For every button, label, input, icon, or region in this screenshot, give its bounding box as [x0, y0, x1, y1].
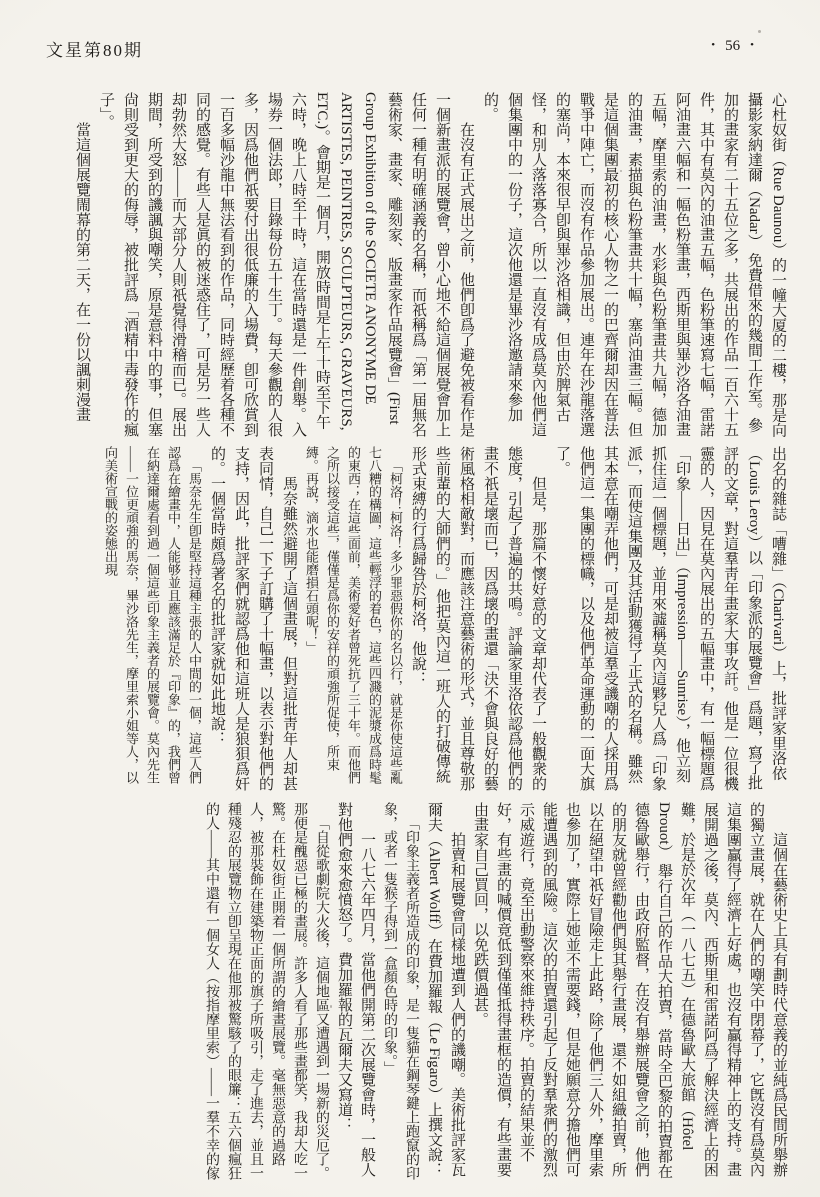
text-band-middle	[42, 446, 790, 796]
text-band-top	[42, 92, 790, 442]
body-paragraph: 心杜奴街（Rue Daunou）的一幢大厦的二樓，那是向攝影家納達爾（Nadar） 免費借來的幾間工作室。參加的畫家有二十五位之多，共展出的作品一百六十五件，其中有莫內的油畫五幅，色粉筆速寫七幅，雷諾阿油畫六幅和一幅色粉筆畫，西斯里與畢沙洛各油畫五幅，摩里索的油畫，水彩與色粉筆畫共九幅，德加的油畫，素描與色粉筆畫共十幅，塞尚油畫三幅。但是這個集團最初的核心人物之一的巴齊爾却因在普法戰爭中陣亡，而沒有作品參加展出。連年在沙龍落選的塞尚，本來很早卽與畢沙洛相識，但由於脾氣古怪，和別人落落寡合，所以一直沒有成爲莫內他們這個集團中的一份子，這次他還是畢沙洛邀請來參加的。	[482, 92, 786, 438]
scan-speck	[758, 30, 761, 33]
body-paragraph: 當這個展覽閙幕的第二天，在一份以諷刺漫畫	[74, 122, 90, 422]
journal-title: 文星第80期	[46, 41, 143, 60]
body-paragraph: 但是，那篇不懷好意的文章却代表了一般觀衆的態度，引起了普遍的共鳴。評論家里洛依認爲他們的畫不祇是壞而已，因爲壞的畫還「決不會與良好的藝術風格相敵對，而應該注意藝術的形式，並且尊敬那些前輩的大師們的。」他把莫內這一班人的打破傳統形式束縛的行爲歸咎於柯洛，他說：	[410, 446, 546, 791]
quote-paragraph: 「自從歌劇院大火後，這個地區又遭遇到一場新的災厄了。那便是醜惡已極的畫展。許多人看了那些畫都笑，我却大吃一驚。在杜奴街正開着一個所謂的繪畫展覽。毫無惡意的過路人，被那裝飾在建築物正面的旗子所吸引，走了進去，並且一種殘忍的展覽物立卽呈現在他那被驚駭了的眼簾：五六個瘋狂的人——其中還有一個女人（按指摩里索）——一羣不幸的傢	[204, 802, 329, 1180]
quote-paragraph: 「柯洛！柯洛！多少罪惡假你的名以行，就是你使這些亂七八糟的構圖，這些輕浮的着色，這些四濺的泥漿成爲時髦的東西；在這些面前，美術愛好者曾死抗了三十年。而他們之所以接受這些，僅僅是爲你的安祥的頑強所促使，所束縛。再說，滴水也能磨損石頭呢！」	[304, 446, 403, 784]
quote-paragraph: 「印象主義者所造成的印象，是一隻貓在鋼琴鍵上跑竄的印象，或者一隻猴子得到一盒顏色時的印象。」	[382, 802, 419, 1180]
page-number-right-dot: •	[750, 39, 754, 51]
body-paragraph: 馬奈雖然避開了這個畫展，但對這批靑年人却甚表同情，自己一下子訂購了十幅畫，以表示對他們的支持，因此，批評家們就認爲他和這班人是狼狽爲奸的。一個當時頗爲著名的批評家就如此地說：	[209, 446, 297, 791]
scan-speck	[620, 170, 622, 172]
quote-paragraph: 「馬奈先生卽是堅持這種主張的人中間的一個，這些人們認爲在繪畫中，人能够並且應該滿足於『印象』的，我們曾在納達爾處看到過一個這些印象主義者的展覽會。莫內先生——一位更頑強的馬奈，畢沙洛先生，摩里索小姐等人，以向美術宣戰的姿態出現	[103, 446, 202, 784]
body-paragraph: 出名的雜誌「嘈雜」（Charivari）上，批評家里洛依（Louis Leroy）以「印象派的展覽會」爲題，寫了批評的文章，對這羣靑年畫家大事攻訐。他是一位很機靈的人，因見在莫內展出的五幅畫中，有一幅標題爲「印象——日出」（Impression——Sunrise），他立刻抓住這一個標題，並用來譃稱莫內這夥兒人爲「印象派」，而使這集團及其活動獲得了正式的名稱。雖然其本意在嘲弄他們，可是却被這羣受譏嘲的人採用爲他們這一集團的標幟，以及他們革命運動的一面大旗了。	[554, 446, 786, 791]
page-number-left-dot: •	[711, 39, 716, 51]
body-paragraph: 拍賣和展覽會同樣地遭到人們的譏嘲。美術批評家瓦爾夫（Albert Wolff）在費加羅報（Le Figaro）上撰文說：	[426, 802, 465, 1177]
page-number	[701, 38, 764, 55]
scan-speck	[330, 1005, 332, 1008]
body-paragraph: 在沒有正式展出之前，他們卽爲了避免被看作是一個新畫派的展覽會，曾小心地不給這個展覺會加上任何一種有明確涵義的名稱，而祇稱爲「第一届無名藝術家、畫家、雕刻家、版畫家作品展覽會」(First Group Exhibition of the SOCIETE ANONYME DE ARTISTES, PEINTRES, SCULPTEURS, GRAVEURS, ETC.)。會期是一個月，開放時間是上午十時至下午六時，晚上八時至十時，這在當時還是一件創舉。入場券一個法郎，目錄每份五十生丁。每天參觀的人很多，因爲他們祇要付出很低廉的入場費，卽可欣賞到一百多幅沙龍中無法看到的作品，同時經歷着各種不同的感覺。有些人是眞的被迷惑住了，可是另一些人却勃然大怒——而大部分人則祇覺得滑稽而已。展出期間，所受到的譏諷與嘲笑，原是意料中的事，但塞尙則受到更大的侮辱，被批評爲「酒精中毒發作的瘋子」。	[98, 92, 474, 437]
text-band-bottom	[42, 802, 790, 1189]
body-paragraph: 這個在藝術史上具有劃時代意義的並純爲民間所舉辦的獨立畫展，就在人們的嘲笑中閉幕了，它旣沒有爲莫內這集團贏得了經濟上好處，也沒有贏得精神上的支持。畫展開過之後，莫內、西斯里和雷諾阿爲了解決經濟上的困難，於是於次年（一八七五）在德魯歐大旅館（Hôtel Drouot） 舉行自己的作品大拍賣，當時全巴黎的拍賣都在德魯歐舉行，由政府監督，在沒有舉辦展覽會之前，他們的朋友就曾經勸他們與其舉行畫展，還不如組織拍賣，所以在絕望中祇好冒險走上此路，除了他們三人外，摩里索也參加了，實際上她並不需要錢，但是她願意分擔他們可能遭遇到的風險。這次的拍賣還引起了反對羣衆們的激烈示威遊行，竟至出動警察來維持秩序。拍賣的結果並不好，有些畫的喊價竟低到僅僅抵得畫框的造價，有些畫要由畫家自己買回，以免跌價過甚。	[472, 802, 787, 1179]
page-number-value: 56	[725, 38, 741, 54]
body-paragraph: 一八七六年四月，當他們開第二次展覽會時，一般人對他們愈來愈憤怒了。費加羅報的瓦爾夫又寫道：	[336, 802, 375, 1177]
